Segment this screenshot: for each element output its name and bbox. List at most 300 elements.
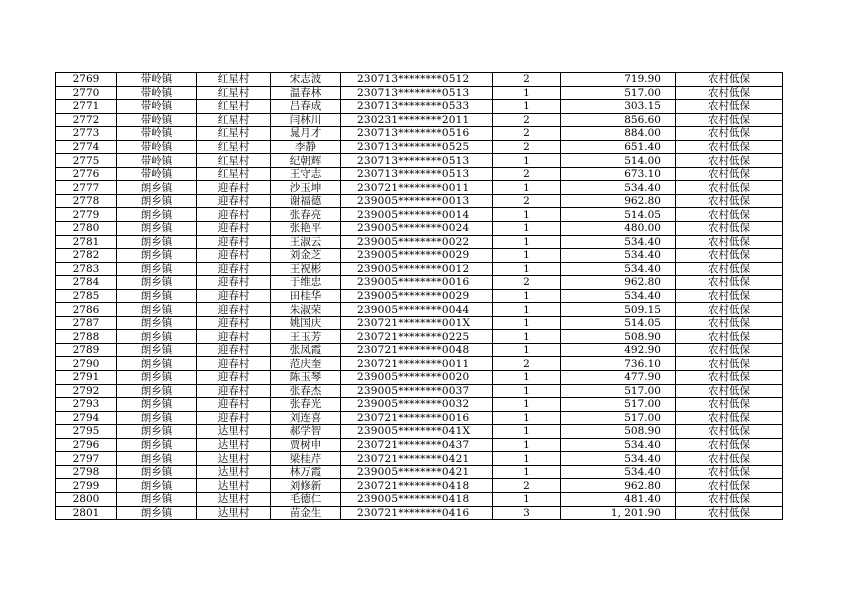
table-row [56,140,783,154]
id-number-cell: 239005********0032 [341,398,493,412]
village-cell: 迎春村 [197,384,271,398]
town-cell: 朗乡镇 [117,398,197,412]
town-cell: 带岭镇 [117,127,197,141]
table-row [56,235,783,249]
amount-cell: 514.00 [561,154,676,168]
serial-number-cell: 2789 [56,343,117,357]
amount-cell: 480.00 [561,222,676,236]
id-number-cell: 239005********041X [341,425,493,439]
table-row [56,492,783,506]
town-cell: 朗乡镇 [117,506,197,520]
assistance-type-cell: 农村低保 [676,181,783,195]
person-name-cell: 张春杰 [271,384,341,398]
assistance-type-cell: 农村低保 [676,154,783,168]
amount-cell: 509.15 [561,303,676,317]
assistance-type-cell: 农村低保 [676,289,783,303]
serial-number-cell: 2773 [56,127,117,141]
person-name-cell: 毛德仁 [271,492,341,506]
person-name-cell: 梁桂芹 [271,452,341,466]
id-number-cell: 230721********0011 [341,357,493,371]
table-row [56,262,783,276]
serial-number-cell: 2779 [56,208,117,222]
person-name-cell: 王淑云 [271,235,341,249]
table-row [56,86,783,100]
table-row [56,438,783,452]
assistance-type-cell: 农村低保 [676,73,783,87]
id-number-cell: 230713********0516 [341,127,493,141]
serial-number-cell: 2776 [56,167,117,181]
serial-number-cell: 2781 [56,235,117,249]
amount-cell: 517.00 [561,398,676,412]
table-row [56,113,783,127]
household-count-cell: 2 [493,357,561,371]
person-name-cell: 温春林 [271,86,341,100]
amount-cell: 477.90 [561,371,676,385]
assistance-type-cell: 农村低保 [676,398,783,412]
id-number-cell: 230713********0525 [341,140,493,154]
assistance-type-cell: 农村低保 [676,100,783,114]
household-count-cell: 1 [493,181,561,195]
amount-cell: 534.40 [561,465,676,479]
person-name-cell: 张春亮 [271,208,341,222]
household-count-cell: 1 [493,289,561,303]
person-name-cell: 晁月才 [271,127,341,141]
town-cell: 朗乡镇 [117,316,197,330]
village-cell: 红星村 [197,113,271,127]
household-count-cell: 1 [493,492,561,506]
town-cell: 朗乡镇 [117,438,197,452]
person-name-cell: 姚国庆 [271,316,341,330]
amount-cell: 534.40 [561,235,676,249]
table-body [56,73,783,520]
assistance-type-cell: 农村低保 [676,343,783,357]
assistance-type-cell: 农村低保 [676,249,783,263]
person-name-cell: 闫林川 [271,113,341,127]
assistance-type-cell: 农村低保 [676,235,783,249]
table-row [56,343,783,357]
household-count-cell: 1 [493,208,561,222]
village-cell: 达里村 [197,425,271,439]
table-row [56,465,783,479]
serial-number-cell: 2780 [56,222,117,236]
village-cell: 红星村 [197,140,271,154]
town-cell: 带岭镇 [117,154,197,168]
person-name-cell: 朱淑荣 [271,303,341,317]
assistance-type-cell: 农村低保 [676,438,783,452]
village-cell: 达里村 [197,506,271,520]
town-cell: 朗乡镇 [117,425,197,439]
person-name-cell: 吕春成 [271,100,341,114]
person-name-cell: 张春光 [271,398,341,412]
person-name-cell: 纪朝辉 [271,154,341,168]
amount-cell: 534.40 [561,262,676,276]
serial-number-cell: 2786 [56,303,117,317]
amount-cell: 508.90 [561,425,676,439]
village-cell: 迎春村 [197,249,271,263]
serial-number-cell: 2793 [56,398,117,412]
assistance-type-cell: 农村低保 [676,86,783,100]
person-name-cell: 宋志波 [271,73,341,87]
town-cell: 朗乡镇 [117,235,197,249]
village-cell: 迎春村 [197,262,271,276]
table-row [56,452,783,466]
amount-cell: 962.80 [561,194,676,208]
household-count-cell: 2 [493,140,561,154]
person-name-cell: 谢福德 [271,194,341,208]
amount-cell: 517.00 [561,411,676,425]
table-row [56,154,783,168]
table-row [56,208,783,222]
town-cell: 朗乡镇 [117,479,197,493]
id-number-cell: 230713********0533 [341,100,493,114]
serial-number-cell: 2796 [56,438,117,452]
serial-number-cell: 2785 [56,289,117,303]
village-cell: 迎春村 [197,343,271,357]
assistance-type-cell: 农村低保 [676,371,783,385]
amount-cell: 508.90 [561,330,676,344]
assistance-type-cell: 农村低保 [676,303,783,317]
household-count-cell: 2 [493,479,561,493]
village-cell: 红星村 [197,154,271,168]
assistance-type-cell: 农村低保 [676,276,783,290]
household-count-cell: 1 [493,262,561,276]
amount-cell: 884.00 [561,127,676,141]
table-row [56,303,783,317]
serial-number-cell: 2770 [56,86,117,100]
village-cell: 迎春村 [197,398,271,412]
town-cell: 朗乡镇 [117,208,197,222]
village-cell: 迎春村 [197,235,271,249]
household-count-cell: 1 [493,411,561,425]
village-cell: 红星村 [197,127,271,141]
table-row [56,425,783,439]
id-number-cell: 230713********0513 [341,86,493,100]
serial-number-cell: 2799 [56,479,117,493]
assistance-type-cell: 农村低保 [676,492,783,506]
town-cell: 朗乡镇 [117,303,197,317]
id-number-cell: 239005********0014 [341,208,493,222]
village-cell: 红星村 [197,167,271,181]
amount-cell: 303.15 [561,100,676,114]
household-count-cell: 2 [493,276,561,290]
household-count-cell: 2 [493,194,561,208]
amount-cell: 719.90 [561,73,676,87]
serial-number-cell: 2800 [56,492,117,506]
town-cell: 朗乡镇 [117,357,197,371]
household-count-cell: 1 [493,235,561,249]
id-number-cell: 230721********0048 [341,343,493,357]
serial-number-cell: 2801 [56,506,117,520]
amount-cell: 736.10 [561,357,676,371]
id-number-cell: 230721********0016 [341,411,493,425]
household-count-cell: 1 [493,384,561,398]
assistance-type-cell: 农村低保 [676,506,783,520]
person-name-cell: 苗金生 [271,506,341,520]
table-row [56,411,783,425]
person-name-cell: 贾树申 [271,438,341,452]
amount-cell: 517.00 [561,86,676,100]
assistance-type-cell: 农村低保 [676,167,783,181]
serial-number-cell: 2778 [56,194,117,208]
assistance-type-cell: 农村低保 [676,208,783,222]
serial-number-cell: 2783 [56,262,117,276]
village-cell: 迎春村 [197,371,271,385]
amount-cell: 1, 201.90 [561,506,676,520]
table-row [56,316,783,330]
village-cell: 迎春村 [197,276,271,290]
assistance-type-cell: 农村低保 [676,330,783,344]
serial-number-cell: 2777 [56,181,117,195]
person-name-cell: 王守志 [271,167,341,181]
village-cell: 迎春村 [197,289,271,303]
amount-cell: 517.00 [561,384,676,398]
town-cell: 带岭镇 [117,167,197,181]
household-count-cell: 1 [493,398,561,412]
household-count-cell: 2 [493,127,561,141]
person-name-cell: 张凤霞 [271,343,341,357]
town-cell: 朗乡镇 [117,371,197,385]
town-cell: 朗乡镇 [117,452,197,466]
household-count-cell: 1 [493,86,561,100]
serial-number-cell: 2788 [56,330,117,344]
person-name-cell: 林万霞 [271,465,341,479]
table-row [56,357,783,371]
person-name-cell: 王祝彬 [271,262,341,276]
assistance-type-cell: 农村低保 [676,479,783,493]
table-row [56,73,783,87]
village-cell: 达里村 [197,465,271,479]
table-row [56,506,783,520]
village-cell: 迎春村 [197,357,271,371]
serial-number-cell: 2784 [56,276,117,290]
household-count-cell: 2 [493,113,561,127]
serial-number-cell: 2771 [56,100,117,114]
serial-number-cell: 2774 [56,140,117,154]
amount-cell: 962.80 [561,479,676,493]
assistance-type-cell: 农村低保 [676,357,783,371]
id-number-cell: 239005********0012 [341,262,493,276]
town-cell: 朗乡镇 [117,465,197,479]
household-count-cell: 1 [493,465,561,479]
assistance-type-cell: 农村低保 [676,194,783,208]
assistance-type-cell: 农村低保 [676,140,783,154]
household-count-cell: 1 [493,222,561,236]
household-count-cell: 1 [493,452,561,466]
village-cell: 迎春村 [197,194,271,208]
amount-cell: 673.10 [561,167,676,181]
amount-cell: 534.40 [561,181,676,195]
serial-number-cell: 2769 [56,73,117,87]
household-count-cell: 1 [493,425,561,439]
serial-number-cell: 2772 [56,113,117,127]
town-cell: 朗乡镇 [117,181,197,195]
amount-cell: 856.60 [561,113,676,127]
id-number-cell: 230721********0416 [341,506,493,520]
id-number-cell: 230721********0011 [341,181,493,195]
serial-number-cell: 2790 [56,357,117,371]
village-cell: 达里村 [197,479,271,493]
id-number-cell: 239005********0418 [341,492,493,506]
town-cell: 朗乡镇 [117,330,197,344]
assistance-type-cell: 农村低保 [676,222,783,236]
town-cell: 带岭镇 [117,86,197,100]
village-cell: 达里村 [197,452,271,466]
id-number-cell: 230713********0513 [341,167,493,181]
table-row [56,398,783,412]
serial-number-cell: 2798 [56,465,117,479]
assistance-type-cell: 农村低保 [676,127,783,141]
household-count-cell: 1 [493,343,561,357]
id-number-cell: 239005********0029 [341,289,493,303]
person-name-cell: 刘修新 [271,479,341,493]
household-count-cell: 1 [493,316,561,330]
amount-cell: 534.40 [561,452,676,466]
serial-number-cell: 2792 [56,384,117,398]
amount-cell: 534.40 [561,249,676,263]
town-cell: 朗乡镇 [117,384,197,398]
table-row [56,330,783,344]
id-number-cell: 239005********0024 [341,222,493,236]
town-cell: 朗乡镇 [117,411,197,425]
household-count-cell: 1 [493,330,561,344]
id-number-cell: 239005********0016 [341,276,493,290]
town-cell: 带岭镇 [117,73,197,87]
person-name-cell: 刘金芝 [271,249,341,263]
person-name-cell: 田桂华 [271,289,341,303]
table-row [56,249,783,263]
amount-cell: 481.40 [561,492,676,506]
village-cell: 迎春村 [197,411,271,425]
household-count-cell: 1 [493,154,561,168]
table-row [56,371,783,385]
town-cell: 朗乡镇 [117,289,197,303]
serial-number-cell: 2775 [56,154,117,168]
serial-number-cell: 2787 [56,316,117,330]
records-table [55,72,783,520]
person-name-cell: 王玉芳 [271,330,341,344]
id-number-cell: 230231********2011 [341,113,493,127]
serial-number-cell: 2791 [56,371,117,385]
table-row [56,222,783,236]
town-cell: 带岭镇 [117,113,197,127]
assistance-type-cell: 农村低保 [676,411,783,425]
household-count-cell: 3 [493,506,561,520]
id-number-cell: 239005********0029 [341,249,493,263]
id-number-cell: 230713********0513 [341,154,493,168]
table-row [56,167,783,181]
table-row [56,384,783,398]
assistance-type-cell: 农村低保 [676,384,783,398]
amount-cell: 492.90 [561,343,676,357]
town-cell: 带岭镇 [117,100,197,114]
id-number-cell: 230721********0418 [341,479,493,493]
town-cell: 朗乡镇 [117,343,197,357]
village-cell: 迎春村 [197,208,271,222]
person-name-cell: 刘连喜 [271,411,341,425]
assistance-type-cell: 农村低保 [676,465,783,479]
village-cell: 达里村 [197,492,271,506]
assistance-type-cell: 农村低保 [676,316,783,330]
household-count-cell: 2 [493,73,561,87]
table-row [56,479,783,493]
person-name-cell: 张艳平 [271,222,341,236]
id-number-cell: 230713********0512 [341,73,493,87]
town-cell: 朗乡镇 [117,262,197,276]
village-cell: 迎春村 [197,316,271,330]
person-name-cell: 郝学智 [271,425,341,439]
household-count-cell: 1 [493,100,561,114]
assistance-type-cell: 农村低保 [676,452,783,466]
village-cell: 迎春村 [197,181,271,195]
village-cell: 迎春村 [197,222,271,236]
person-name-cell: 范庆奎 [271,357,341,371]
table-row [56,276,783,290]
id-number-cell: 230721********001X [341,316,493,330]
village-cell: 迎春村 [197,330,271,344]
id-number-cell: 230721********0437 [341,438,493,452]
village-cell: 达里村 [197,438,271,452]
village-cell: 红星村 [197,86,271,100]
amount-cell: 514.05 [561,208,676,222]
household-count-cell: 2 [493,167,561,181]
person-name-cell: 沙玉坤 [271,181,341,195]
id-number-cell: 239005********0037 [341,384,493,398]
person-name-cell: 于维忠 [271,276,341,290]
id-number-cell: 230721********0225 [341,330,493,344]
town-cell: 带岭镇 [117,140,197,154]
serial-number-cell: 2797 [56,452,117,466]
serial-number-cell: 2782 [56,249,117,263]
town-cell: 朗乡镇 [117,492,197,506]
assistance-type-cell: 农村低保 [676,113,783,127]
household-count-cell: 1 [493,303,561,317]
household-count-cell: 1 [493,438,561,452]
id-number-cell: 239005********0022 [341,235,493,249]
amount-cell: 534.40 [561,438,676,452]
town-cell: 朗乡镇 [117,194,197,208]
village-cell: 红星村 [197,73,271,87]
id-number-cell: 239005********0421 [341,465,493,479]
assistance-type-cell: 农村低保 [676,262,783,276]
assistance-type-cell: 农村低保 [676,425,783,439]
household-count-cell: 1 [493,249,561,263]
id-number-cell: 239005********0020 [341,371,493,385]
village-cell: 红星村 [197,100,271,114]
serial-number-cell: 2794 [56,411,117,425]
table-row [56,181,783,195]
amount-cell: 534.40 [561,289,676,303]
table-row [56,100,783,114]
id-number-cell: 239005********0044 [341,303,493,317]
id-number-cell: 239005********0013 [341,194,493,208]
town-cell: 朗乡镇 [117,222,197,236]
person-name-cell: 陈玉琴 [271,371,341,385]
town-cell: 朗乡镇 [117,249,197,263]
town-cell: 朗乡镇 [117,276,197,290]
amount-cell: 962.80 [561,276,676,290]
household-count-cell: 1 [493,371,561,385]
village-cell: 迎春村 [197,303,271,317]
amount-cell: 651.40 [561,140,676,154]
data-sheet [55,72,782,520]
serial-number-cell: 2795 [56,425,117,439]
table-row [56,194,783,208]
id-number-cell: 230721********0421 [341,452,493,466]
table-row [56,127,783,141]
amount-cell: 514.05 [561,316,676,330]
table-row [56,289,783,303]
person-name-cell: 李静 [271,140,341,154]
